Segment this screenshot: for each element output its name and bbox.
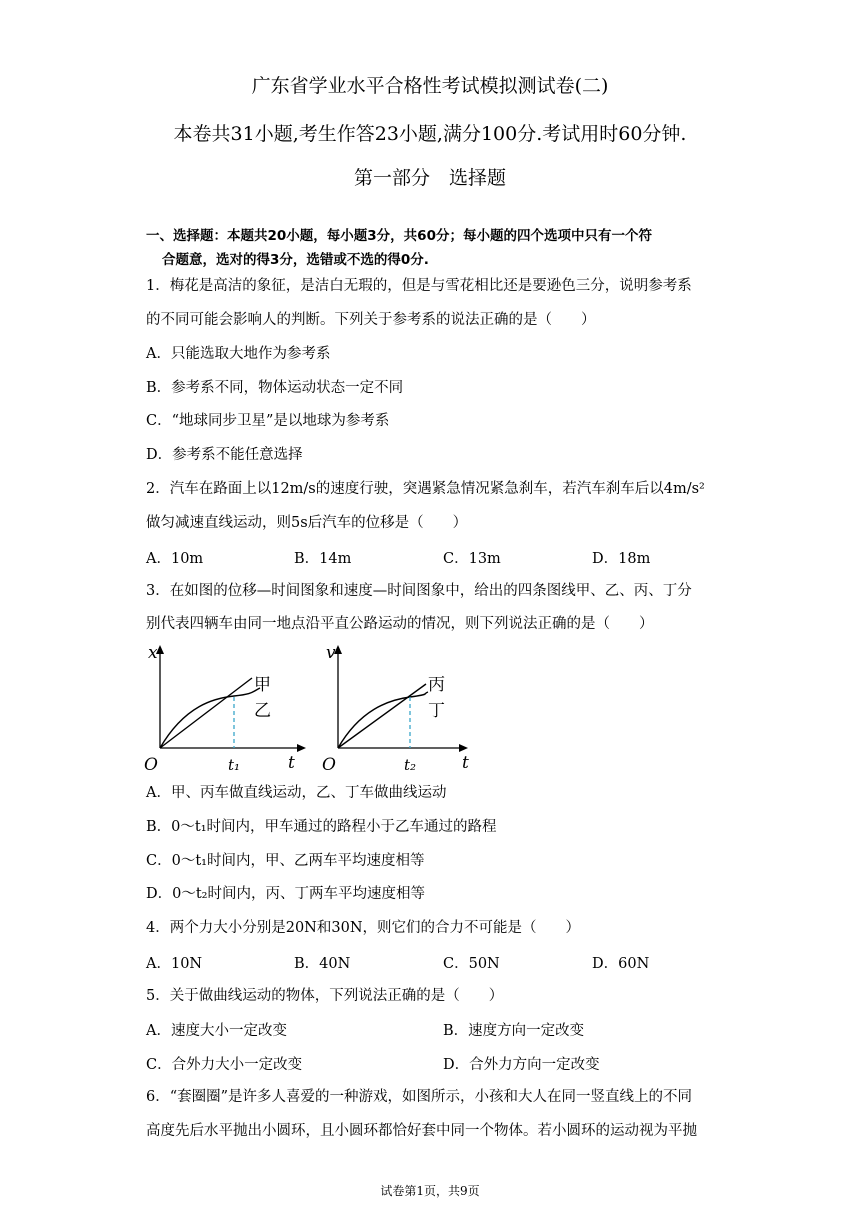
q6-stem-line1: 6．“套圈圈”是许多人喜爱的一种游戏，如图所示，小孩和大人在同一竖直线上的不同	[146, 1089, 693, 1105]
graph2-x-axis-label: t	[462, 753, 469, 773]
q3-graph-position-time	[140, 640, 320, 780]
q3-option-a: A．甲、丙车做直线运动，乙、丁车做曲线运动	[146, 785, 447, 801]
section-instructions-line1: 一、选择题：本题共20小题，每小题3分，共60分；每小题的四个选项中只有一个符	[146, 228, 652, 244]
graph1-curve-label-jia: 甲	[254, 675, 271, 695]
q3-stem-line1: 3．在如图的位移—时间图象和速度—时间图象中，给出的四条图线甲、乙、丙、丁分	[146, 583, 692, 599]
section-instructions-line2: 合题意，选对的得3分，选错或不选的得0分.	[162, 252, 429, 268]
q3-option-d: D．0～t₂时间内，丙、丁两车平均速度相等	[146, 886, 425, 902]
exam-title: 广东省学业水平合格性考试模拟测试卷(二)	[251, 75, 609, 97]
q1-option-d: D．参考系不能任意选择	[146, 447, 303, 463]
q4-option-d: D．60N	[592, 956, 650, 972]
q1-stem-line1: 1．梅花是高洁的象征，是洁白无瑕的，但是与雪花相比还是要逊色三分，说明参考系	[146, 278, 692, 294]
q2-option-c: C．13m	[443, 551, 501, 567]
graph1-origin-label: O	[144, 755, 158, 775]
q5-option-a: A．速度大小一定改变	[146, 1023, 287, 1039]
q2-stem-line2: 做匀减速直线运动，则5s后汽车的位移是（ ）	[146, 515, 468, 531]
q1-option-b: B．参考系不同，物体运动状态一定不同	[146, 380, 404, 396]
q2-option-d: D．18m	[592, 551, 651, 567]
q1-stem-line2: 的不同可能会影响人的判断。下列关于参考系的说法正确的是（ ）	[146, 312, 596, 328]
q2-option-a: A．10m	[146, 551, 204, 567]
exam-subtitle: 本卷共31小题,考生作答23小题,满分100分.考试用时60分钟.	[173, 123, 687, 145]
q2-option-b: B．14m	[294, 551, 352, 567]
graph2-curve-label-ding: 丁	[428, 701, 445, 721]
graph1-tick-label: t₁	[228, 756, 241, 774]
q5-option-d: D．合外力方向一定改变	[443, 1057, 600, 1073]
part-heading: 第一部分 选择题	[353, 167, 506, 189]
q3-option-c: C．0～t₁时间内，甲、乙两车平均速度相等	[146, 853, 425, 869]
q3-graph-velocity-time	[318, 640, 498, 780]
q4-stem-line1: 4．两个力大小分别是20N和30N，则它们的合力不可能是（ ）	[146, 920, 580, 936]
q5-stem-line1: 5．关于做曲线运动的物体，下列说法正确的是（ ）	[146, 988, 504, 1004]
q3-option-b: B．0～t₁时间内，甲车通过的路程小于乙车通过的路程	[146, 819, 497, 835]
q2-stem-line1: 2．汽车在路面上以12m/s的速度行驶，突遇紧急情况紧急刹车，若汽车刹车后以4m/s²	[146, 481, 705, 497]
graph2-origin-label: O	[322, 755, 336, 775]
q5-option-c: C．合外力大小一定改变	[146, 1057, 303, 1073]
page-footer: 试卷第1页，共9页	[380, 1184, 480, 1198]
q1-option-c: C．“地球同步卫星”是以地球为参考系	[146, 413, 390, 429]
q1-option-a: A．只能选取大地作为参考系	[146, 346, 331, 362]
graph2-y-axis-label: v	[326, 643, 336, 663]
q4-option-a: A．10N	[146, 956, 203, 972]
graph1-curve-label-yi: 乙	[254, 701, 271, 721]
q6-stem-line2: 高度先后水平抛出小圆环，且小圆环都恰好套中同一个物体。若小圆环的运动视为平抛	[146, 1123, 697, 1139]
graph2-curve-label-bing: 丙	[428, 675, 445, 695]
graph2-tick-label: t₂	[404, 756, 417, 774]
q5-option-b: B．速度方向一定改变	[443, 1023, 585, 1039]
q4-option-c: C．50N	[443, 956, 500, 972]
graph1-x-axis-label: t	[288, 753, 295, 773]
q4-option-b: B．40N	[294, 956, 351, 972]
graph1-y-axis-label: x	[148, 643, 158, 663]
q3-stem-line2: 别代表四辆车由同一地点沿平直公路运动的情况，则下列说法正确的是（ ）	[146, 616, 654, 632]
